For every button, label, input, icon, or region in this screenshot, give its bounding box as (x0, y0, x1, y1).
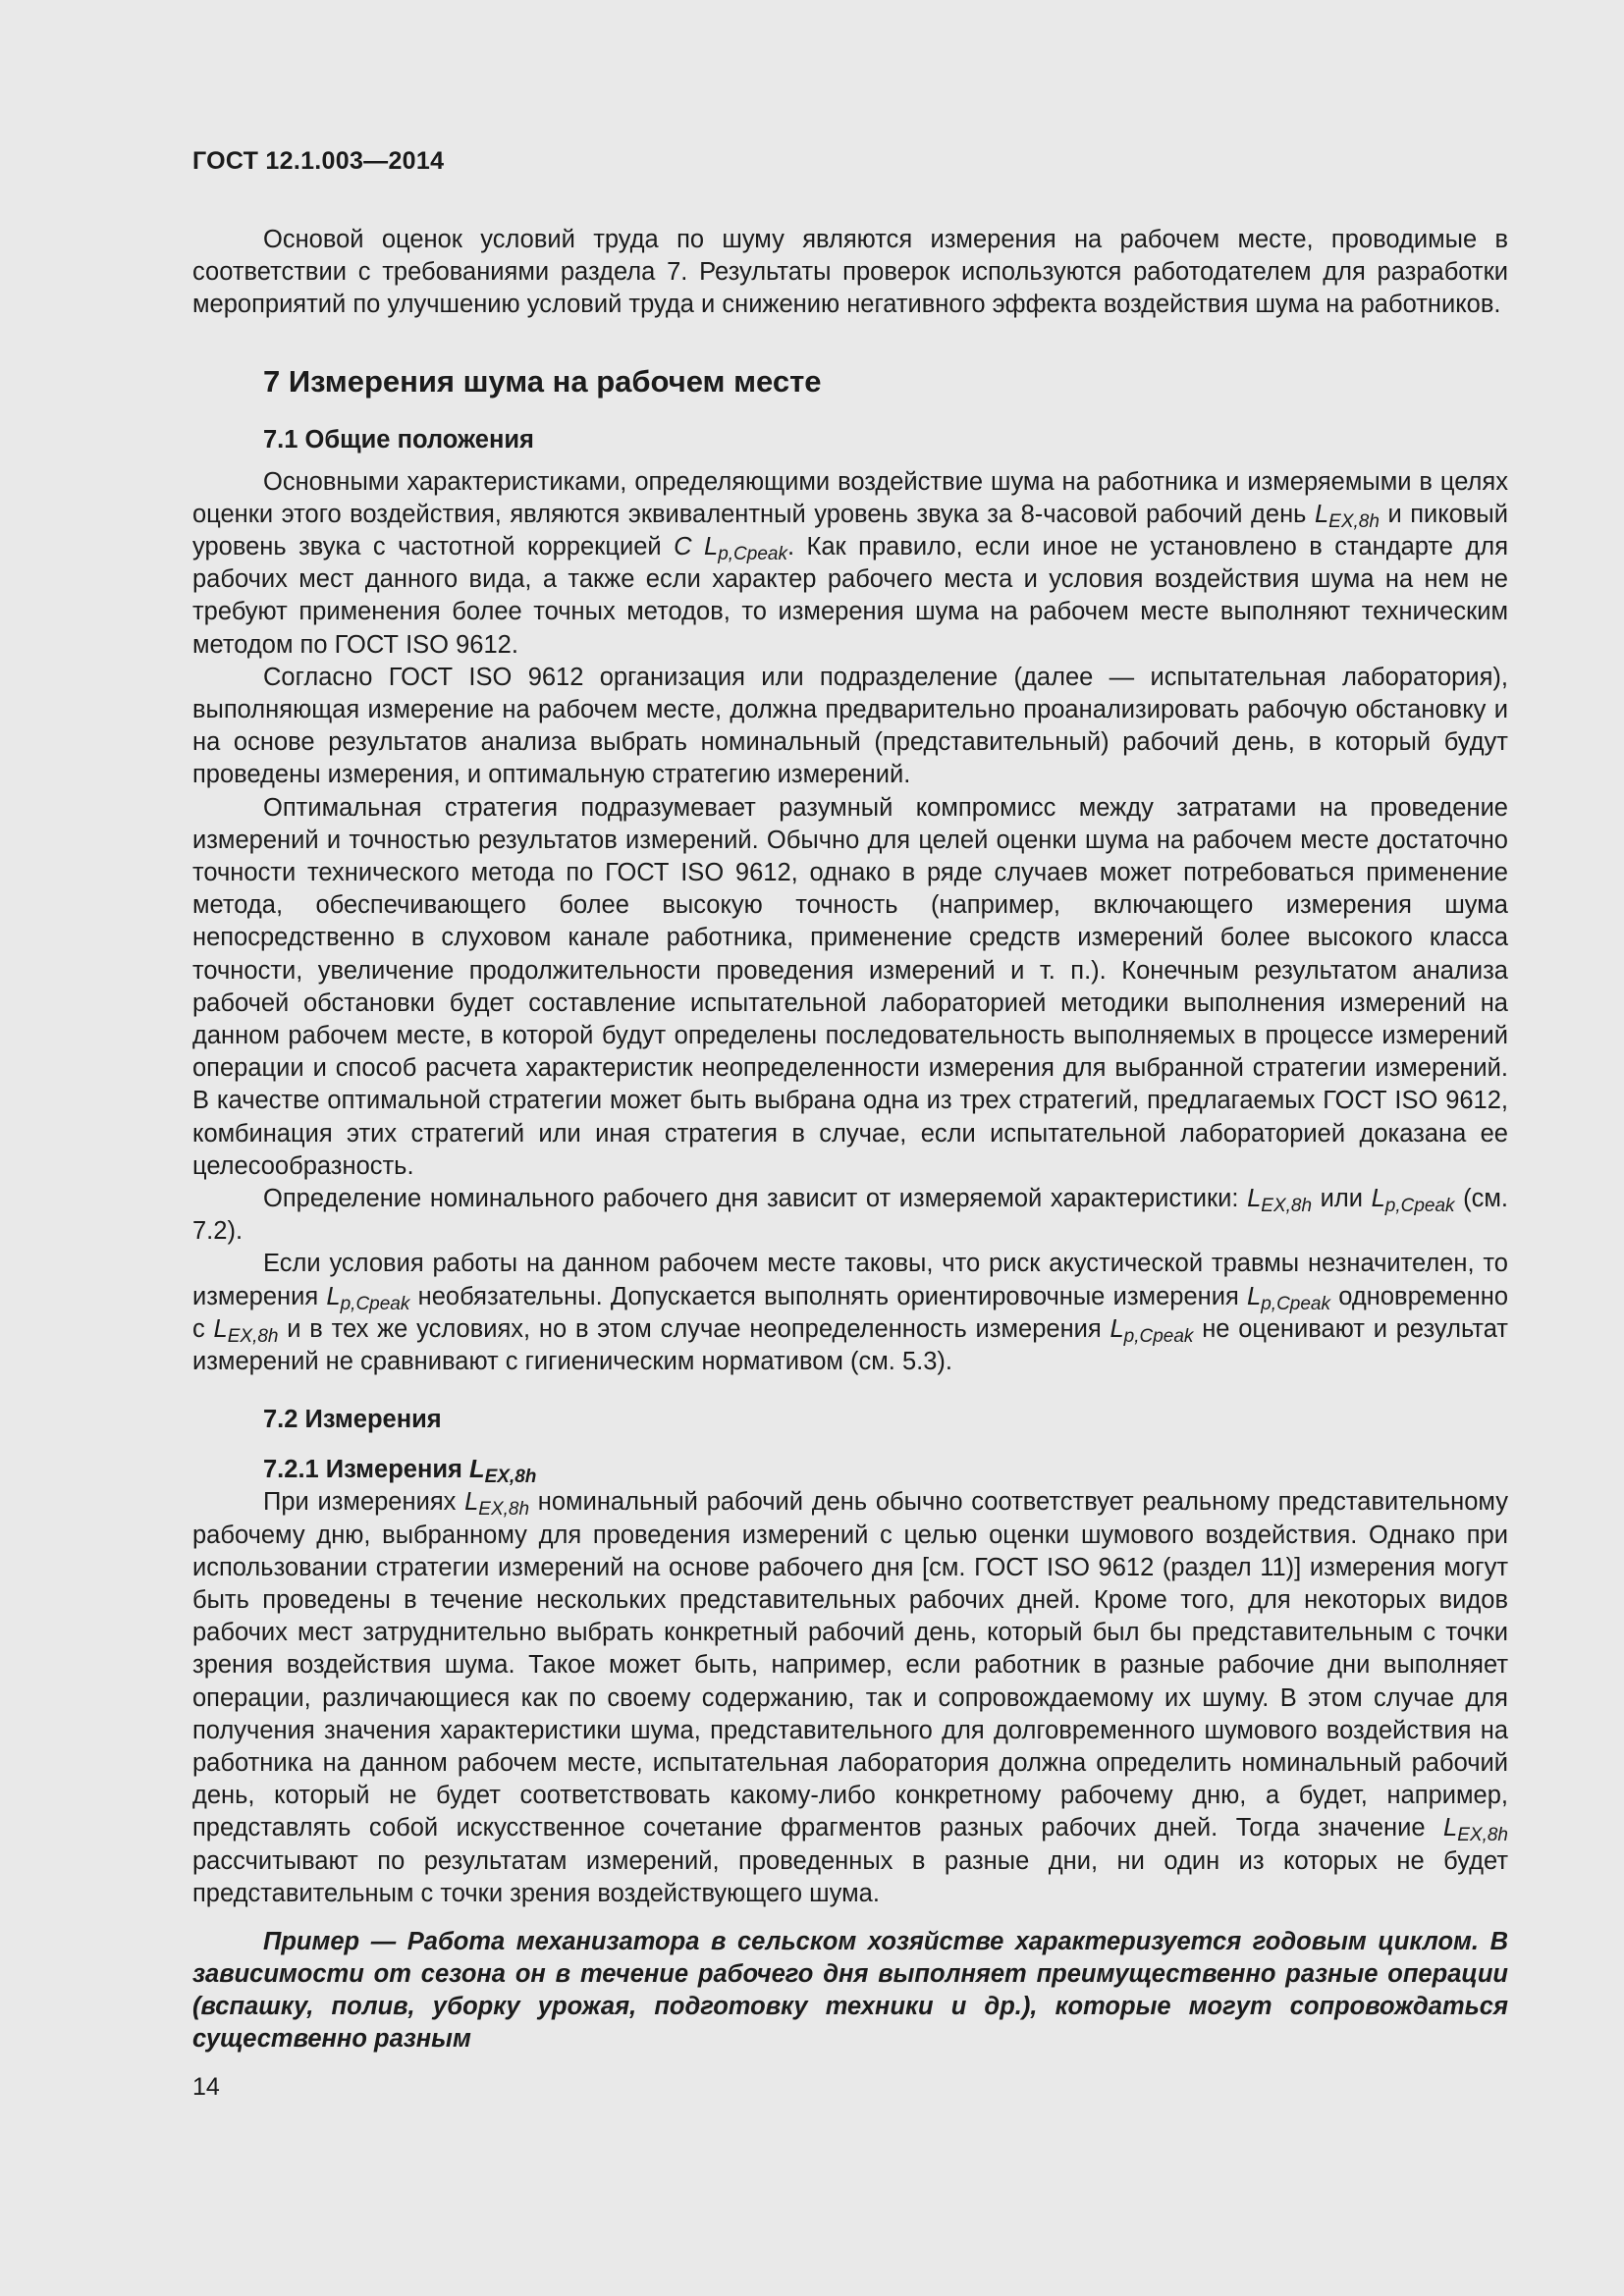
symbol-lex8h: $L_{EX,8h}$ (464, 1488, 530, 1521)
symbol-lpcpeak: $L_{p,Cpeak}$ (1371, 1185, 1455, 1217)
section-7-1-title: 7.1 Общие положения (263, 425, 534, 454)
paragraph-7-1-2: Согласно ГОСТ ISO 9612 организация или подразделение (далее — испытательная лаборатория), выполняющая измерение на рабочем месте, должна предварительно проанализировать рабочую обстановку и на основе результатов анализа выбрать номинальный (представительный) рабочий день, в который будут проведены измерения, и оптимальную стратегию измерений. (192, 663, 1508, 789)
section-7-title: 7 Измерения шума на рабочем месте (263, 363, 822, 399)
example-paragraph: Пример — Работа механизатора в сельском хозяйстве характеризуется годовым циклом. В зависимости от сезона он в течение рабочего дня выполняет преимущественно разные операции (вспашку, полив, уборку урожая, подготовку техники и др.), которые могут сопровождаться существенно разным (192, 1927, 1508, 2053)
symbol-lex8h: $L_{EX,8h}$ (213, 1314, 279, 1347)
symbol-lex8h: $L_{EX,8h}$ (1314, 500, 1380, 532)
symbol-lpcpeak: $L_{p,Cpeak}$ (1110, 1314, 1194, 1347)
standard-header: ГОСТ 12.1.003—2014 (192, 147, 445, 175)
paragraph-7-1-5: Если условия работы на данном рабочем месте таковы, что риск акустической травмы незначителен, то измерения $L_{p,Cpeak}$ необязательны. Допускается выполнять ориентировочные измерения $L_{p,Cpeak}$ одновременно с $L_{EX,8h}$ и в тех же условиях, но в этом случае неопределенность измерения $L_{p,Cpeak}$ не оценивают и результат измерений не сравнивают с гигиеническим нормативом (см. 5.3). (192, 1250, 1508, 1376)
symbol-lpcpeak: $L_{p,Cpeak}$ (326, 1282, 410, 1314)
paragraph-7-2-1: При измерениях $L_{EX,8h}$ номинальный рабочий день обычно соответствует реальному представительному рабочему дню, выбранному для проведения измерений с целью оценки шумового воздействия. Однако при использовании стратегии измерений на основе рабочего дня [см. ГОСТ ISO 9612 (раздел 11)] измерения могут быть проведены в течение нескольких представительных рабочих дней. Кроме того, для некоторых видов рабочих мест затруднительно выбрать конкретный рабочий день, который был бы представительным с точки зрения воздействия шума. Такое может быть, например, если работник в разные рабочие дни выполняет операции, различающиеся как по своему содержанию, так и сопровождаемому их шуму. В этом случае для получения значения характеристики шума, представительного для долговременного шумового воздействия на работника на данном рабочем месте, испытательная лаборатория должна определить номинальный рабочий день, который не будет соответствовать какому-либо конкретному рабочему дню, а будет, например, представлять собой искусственное сочетание фрагментов разных рабочих дней. Тогда значение $L_{EX,8h}$ рассчитывают по результатам измерений, проведенных в разные дни, ни один из которых не будет представительным с точки зрения воздействующего шума. (192, 1488, 1508, 1907)
symbol-c: C (674, 533, 692, 561)
paragraph-7-1-3: Оптимальная стратегия подразумевает разумный компромисс между затратами на проведение измерений и точностью результатов измерений. Обычно для целей оценки шума на рабочем месте достаточно точности технического метода по ГОСТ ISO 9612, однако в ряде случаев может потребоваться применение метода, обеспечивающего более высокую точность (например, включающего измерения шума непосредственно в слуховом канале работника, применение средств измерений более высокого класса точности, увеличение продолжительности проведения измерений и т. п.). Конечным результатом анализа рабочей обстановки будет составление испытательной лабораторией методики выполнения измерений на данном рабочем месте, в которой будут определены последовательность выполняемых в процессе измерений операции и способ расчета характеристик неопределенности измерения для выбранной стратегии измерений. В качестве оптимальной стратегии может быть выбрана одна из трех стратегий, предлагаемых ГОСТ ISO 9612, комбинация этих стратегий или иная стратегия в случае, если испытательной лабораторией доказана ее целесообразность. (192, 793, 1508, 1180)
section-7-2-1-title: 7.2.1 Измерения $L_{EX,8h}$ (263, 1456, 537, 1488)
page-number: 14 (192, 2073, 220, 2101)
page-content (192, 224, 1508, 2056)
symbol-lex8h: $L_{EX,8h}$ (1443, 1814, 1508, 1846)
symbol-lex8h: $L_{EX,8h}$ (469, 1456, 537, 1488)
intro-paragraph: Основой оценок условий труда по шуму являются измерения на рабочем месте, проводимые в соответствии с требованиями раздела 7. Результаты проверок используются работодателем для разработки мероприятий по улучшению условий труда и снижению негативного эффекта воздействия шума на работников. (192, 226, 1508, 319)
paragraph-7-1-1: Основными характеристиками, определяющими воздействие шума на работника и измеряемыми в целях оценки этого воздействия, являются эквивалентный уровень звука за 8-часовой рабочий день $L_{EX,8h}$ и пиковый уровень звука с частотной коррекцией C $L_{p,Cpeak}$. Как правило, если иное не установлено в стандарте для рабочих мест данного вида, а также если характер рабочего места и условия воздействия шума на нем не требуют применения более точных методов, то измерения шума на рабочем месте выполняют техническим методом по ГОСТ ISO 9612. (192, 467, 1509, 659)
symbol-lpcpeak: $L_{p,Cpeak}$ (1247, 1282, 1330, 1314)
paragraph-7-1-4: Определение номинального рабочего дня зависит от измеряемой характеристики: $L_{EX,8h}$ или $L_{p,Cpeak}$ (см. 7.2). (192, 1185, 1508, 1246)
symbol-lex8h: $L_{EX,8h}$ (1247, 1185, 1313, 1217)
symbol-lpcpeak: $L_{p,Cpeak}$ (704, 533, 787, 565)
section-7-2-title: 7.2 Измерения (263, 1406, 442, 1434)
